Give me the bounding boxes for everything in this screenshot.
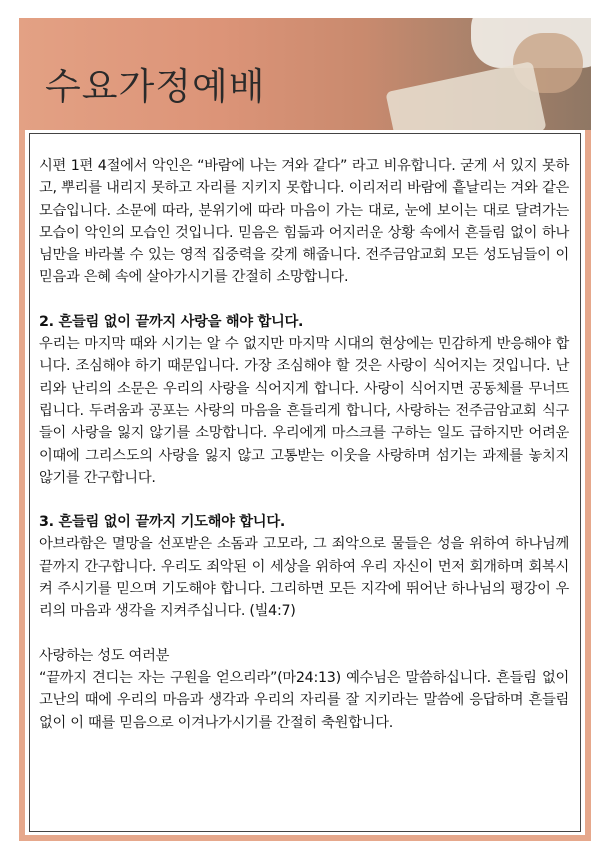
section-2-heading: 2. 흔들림 없이 끝까지 사랑을 해야 합니다. — [39, 313, 304, 330]
section-2-paragraph: 우리는 마지막 때와 시기는 알 수 없지만 마지막 시대의 현상에는 민감하게 반응해야 합니다. 조심해야 하기 때문입니다. 가장 조심해야 할 것은 사랑이 식어지는 것입니다. 난리와 난리의 소문은 우리의 사랑을 식어지게 합니다. 사랑이 식어지면 공동체를 무너뜨립니다. 두려움과 공포는 사랑의 마음을 흔들리게 합니다, 사랑하는 전주금암교회 식구들이 사랑을 잃지 않기를 소망합니다. 우리에게 마스크를 구하는 일도 급하지만 어려운 이때에 그리스도의 사랑을 잃지 않고 고통받는 이웃을 사랑하며 섬기는 과제를 놓치지 않기를 간구합니다. — [39, 336, 569, 486]
intro-paragraph: 시편 1편 4절에서 악인은 “바람에 나는 겨와 같다” 라고 비유합니다. 굳게 서 있지 못하고, 뿌리를 내리지 못하고 자리를 지키지 못합니다. 이리저리 바람에 흩날리는 겨와 같은 모습입니다. 소문에 따라, 분위기에 따라 마음이 가는 대로, 눈에 보이는 대로 달려가는 모습이 악인의 모습인 것입니다. 믿음은 힘듦과 어지러운 상황 속에서 흔들림 없이 하나님만을 바라볼 수 있는 영적 집중력을 갖게 해줍니다. 전주금암교회 모든 성도님들이 이 믿음과 은혜 속에 살아가시기를 간절히 소망합니다. — [39, 158, 569, 286]
closing-paragraph: “끝까지 견디는 자는 구원을 얻으리라”(마24:13) 예수님은 말씀하십니다. 흔들림 없이 고난의 때에 우리의 마음과 생각과 우리의 자리를 잘 지키라는 말씀에 응답하며 흔들림 없이 이 때를 믿음으로 이겨나가시기를 간절히 축원합니다. — [39, 669, 569, 731]
header-banner — [19, 18, 591, 130]
section-3-paragraph: 아브라함은 멸망을 선포받은 소돔과 고모라, 그 죄악으로 물들은 성을 위하여 하나님께 끝까지 간구합니다. 우리도 죄악된 이 세상을 위하여 우리 자신이 먼저 회개하며 회복시켜 주시기를 믿으며 기도해야 합니다. 그리하면 모든 지각에 뛰어난 하나님의 평강이 우리의 마음과 생각을 지켜주십니다. (빌4:7) — [39, 536, 569, 620]
frame-bottom — [19, 835, 591, 841]
closing-greeting: 사랑하는 성도 여러분 — [39, 647, 170, 664]
frame-left — [19, 130, 25, 841]
body-text — [39, 155, 569, 734]
section-3-heading: 3. 흔들림 없이 끝까지 기도해야 합니다. — [39, 514, 285, 531]
page-title: 수요가정예배 — [45, 65, 266, 108]
frame-right — [585, 130, 591, 841]
book-shape — [385, 61, 546, 130]
